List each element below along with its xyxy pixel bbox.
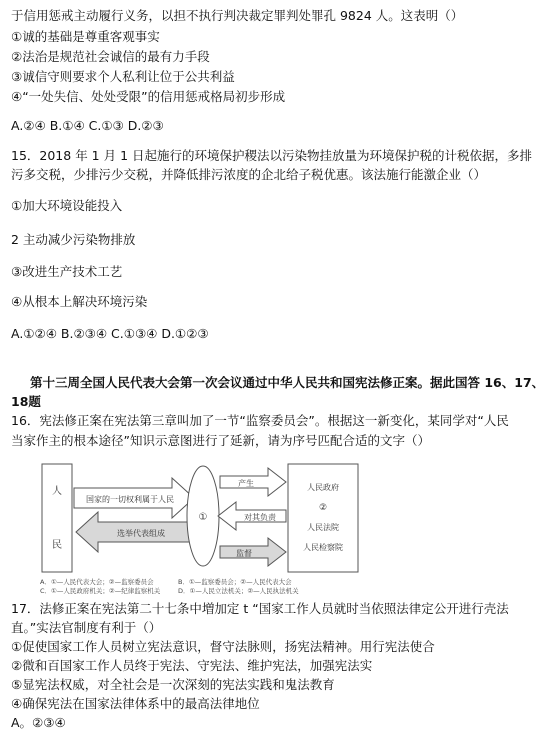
arrow-power-label: 国家的一切权利属于人民 xyxy=(86,495,174,504)
arrow-supervise-label: 监督 xyxy=(236,549,252,558)
institution-government: 人民政府 xyxy=(307,483,339,492)
q17-stem-line1: 17．法修正案在宪法第二十七条中増加定 t “国家工作人员就时当依照法律定公开进行壳法 xyxy=(11,601,509,616)
diagram-option-c: C．①—人民政府机关；②—纪律监察机关 xyxy=(40,587,161,594)
q15-option-1: ①加大环境设能投入 xyxy=(11,198,123,213)
q14-option-2: ②法治是规范社会诚信的最有力手段 xyxy=(11,49,210,64)
section-heading-line1: 第十三周全国人民代表大会第一次会议通过中华人民共和国宪法修正案。据此国答 16、17、 xyxy=(30,375,545,390)
q15-option-2: 2 主动减少污染物排放 xyxy=(11,232,136,247)
diagram-option-b: B．①—监察委员会；②—人民代表大会 xyxy=(178,578,292,586)
arrow-responsible-label: 对其负责 xyxy=(244,513,276,522)
q15-answers: A.①②④ B.②③④ C.①③④ D.①②③ xyxy=(11,326,209,341)
diagram-option-a: A．①—人民代表大会；②—监察委员会 xyxy=(40,578,154,586)
q14-answers: A.②④ B.①④ C.①③ D.②③ xyxy=(11,118,164,133)
q17-answer: A。②③④ xyxy=(11,715,66,730)
q17-stem-line2: 直。”实法官制度有利于（） xyxy=(11,620,162,635)
q16-stem-line2: 当家作主的根本途径”知识示意图进行了延新，请为序号匹配合适的文字（） xyxy=(11,433,430,448)
q15-stem-line1: 15．2018 年 1 月 1 日起施行的环境保护稷法以污染物挂放量为环境保护税的计税依据，多排 xyxy=(11,148,532,163)
q17-option-1: ①促使国家工作人员树立宪法意识，督守法脉则，扬宪法精神。用行宪法使合 xyxy=(11,639,435,654)
institution-procuratorate: 人民检察院 xyxy=(303,543,343,552)
people-box xyxy=(42,464,72,572)
q16-stem-line1: 16．宪法修正案在宪法第三章叫加了一节“监察委员会”。根据这一新变化，某同学对“人民 xyxy=(11,413,509,428)
arrow-supervise xyxy=(220,538,286,566)
q17-option-3: ⑤显宪法权威，对全社会是一次深刻的宪法实践和鬼法教育 xyxy=(11,677,335,692)
q15-option-4: ④从根本上解决环境污染 xyxy=(11,294,148,309)
institution-court: 人民法院 xyxy=(307,523,339,532)
institutions-box xyxy=(288,464,358,572)
q14-option-3: ③诚信守则要求个人私利让位于公共利益 xyxy=(11,69,235,84)
q17-option-4: ④确保宪法在国家法律体系中的最高法律地位 xyxy=(11,696,260,711)
people-box-bottom-char: 民 xyxy=(52,540,62,551)
arrow-produce-label: 产生 xyxy=(238,479,254,488)
diagram-option-d: D．①—人民立法机关；②—人民执法机关 xyxy=(178,587,299,594)
institution-slot-2: ② xyxy=(318,503,328,513)
q14-option-1: ①诚的基础是尊重客观事实 xyxy=(11,29,160,44)
section-heading-line2: 18题 xyxy=(11,394,41,409)
q14-option-4: ④“一处失信、处处受限”的信用惩戒格局初步形成 xyxy=(11,89,286,104)
q14-stem: 于信用惩戒主动履行义务，以担不执行判决裁定罪判处罪孔 9824 人。这表明（） xyxy=(11,8,464,23)
q17-option-2: ②微和百国家工作人员终于宪法、守宪法、维护宪法，加强宪法实 xyxy=(11,658,373,673)
q15-stem-line2: 污多交税，少排污少交税，并降低排污浓度的企北给子税优惠。该法施行能激企业（） xyxy=(11,167,487,182)
knowledge-diagram xyxy=(38,458,446,594)
q15-option-3: ③改进生产技术工艺 xyxy=(11,264,123,279)
center-node-label: ① xyxy=(198,512,208,523)
arrow-election-label: 选举代表组成 xyxy=(117,529,165,538)
people-box-top-char: 人 xyxy=(52,486,62,497)
